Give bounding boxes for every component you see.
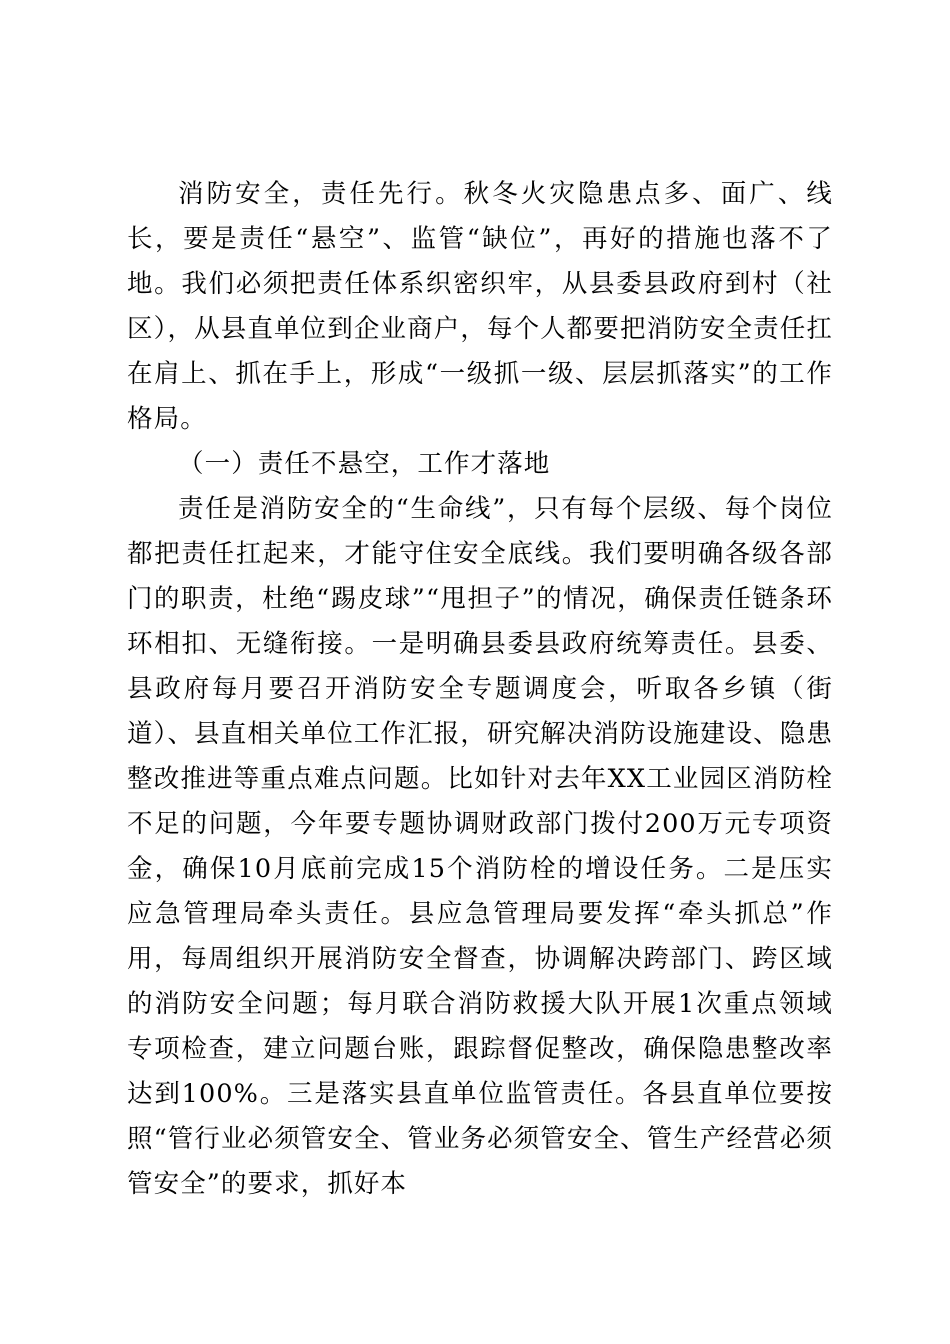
paragraph-intro: 消防安全，责任先行。秋冬火灾隐患点多、面广、线长，要是责任“悬空”、监管“缺位”，再好的措施也落不了地。我们必须把责任体系织密织牢，从县委县政府到村（社区），从县直单位到企业商户，每个人都要把消防安全责任扛在肩上、抓在手上，形成“一级抓一级、层层抓落实”的工作格局。 — [127, 179, 833, 434]
paragraph-responsibility: 责任是消防安全的“生命线”，只有每个层级、每个岗位都把责任扛起来，才能守住安全底线。我们要明确各级各部门的职责，杜绝“踢皮球”“甩担子”的情况，确保责任链条环环相扣、无缝衔接。一是明确县委县政府统筹责任。县委、县政府每月要召开消防安全专题调度会，听取各乡镇（街道）、县直相关单位工作汇报，研究解决消防设施建设、隐患整改推进等重点难点问题。比如针对去年XX工业园区消防栓不足的问题，今年要专题协调财政部门拨付200万元专项资金，确保10月底前完成15个消防栓的增设任务。二是压实应急管理局牵头责任。县应急管理局要发挥“牵头抓总”作用，每周组织开展消防安全督查，协调解决跨部门、跨区域的消防安全问题；每月联合消防救援大队开展1次重点领域专项检查，建立问题台账，跟踪督促整改，确保隐患整改率达到100%。三是落实县直单位监管责任。各县直单位要按照“管行业必须管安全、管业务必须管安全、管生产经营必须管安全”的要求，抓好本 — [127, 494, 833, 1199]
section-heading: （一）责任不悬空，工作才落地 — [178, 449, 551, 479]
document-body — [127, 172, 833, 1207]
